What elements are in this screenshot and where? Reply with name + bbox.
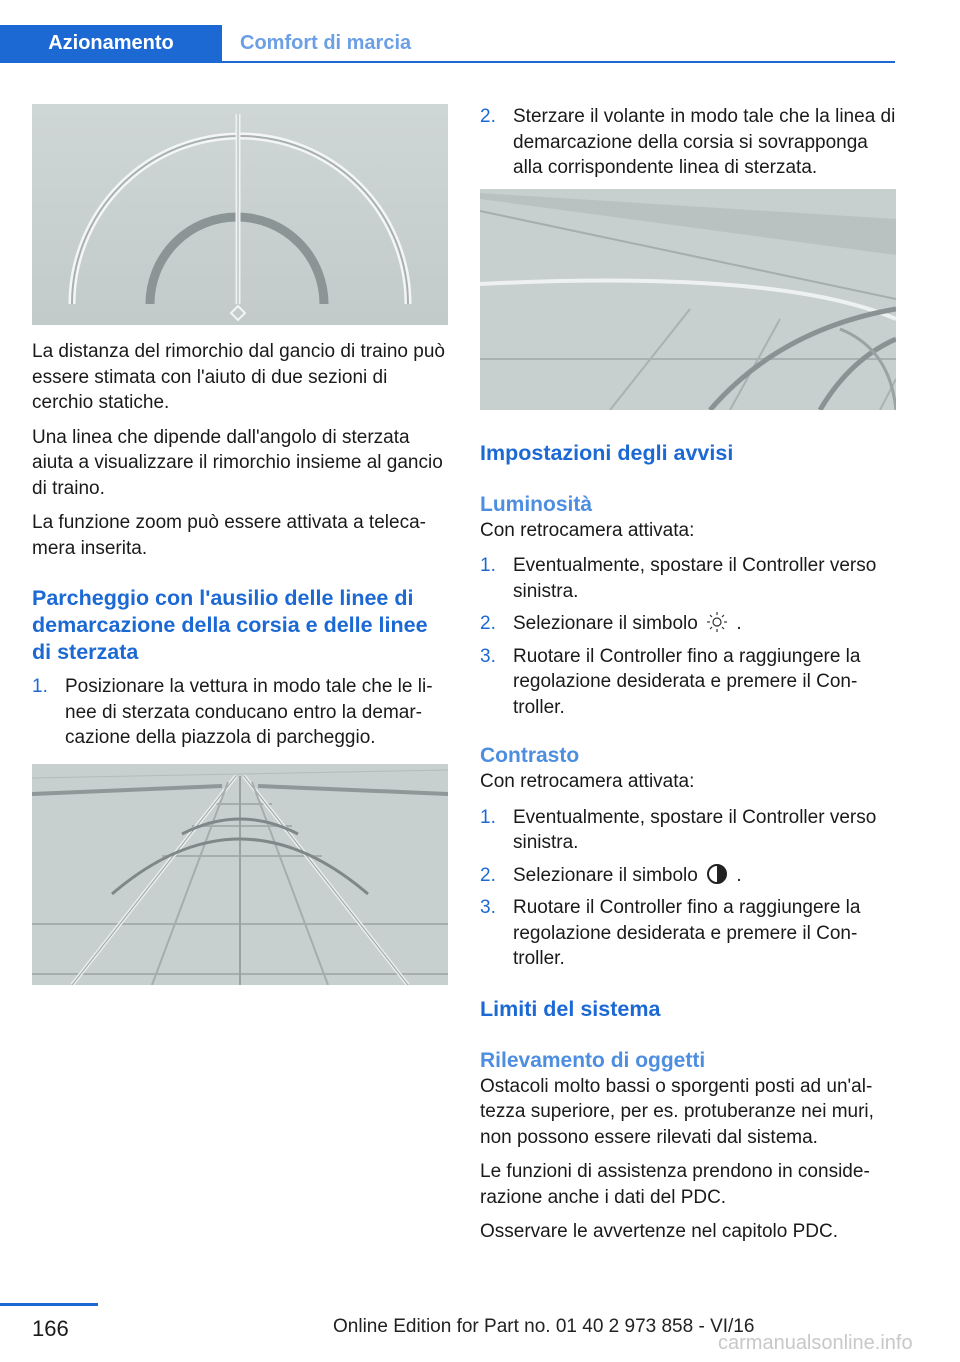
step-text: Eventualmente, spostare il Controller verso sinistra. [513,806,877,853]
step-text: Selezionare il simbolo [513,864,698,886]
paragraph: Ostacoli molto bassi o sporgenti posti ad un'altezza superiore, per es. protuberanze nei muri, non possono essere rilevati dal sistema. [480,1075,874,1148]
subsection-tab: Comfort di marcia [240,32,412,54]
list-item [480,104,896,181]
edition-note: Online Edition for Part no. 01 40 2 973 858 - VI/16 [333,1316,755,1337]
list-item [480,895,896,972]
paragraph: Con retrocamera attivata: [480,519,695,541]
step-text: Ruotare il Controller fino a raggiungere la regolazione desiderata e premere il Controller. [513,645,861,718]
step-text-end: . [736,864,742,886]
header-rule [0,61,895,63]
step-number: 1. [480,555,496,576]
lane-alignment-figure [480,189,896,410]
step-number: 2. [480,613,496,634]
paragraph: La funzione zoom può essere attivata a telecamera inserita. [32,512,426,559]
footer-rule [0,1303,98,1306]
contrast-icon [703,863,731,885]
right-column [480,104,896,1245]
paragraph: Osservare le avvertenze nel capitolo PDC. [480,1221,838,1242]
step-text: Selezionare il simbolo [513,613,698,634]
step-text: Posizionare la vettura in modo tale che le linee di sterzata conducano entro la demarcazione della piazzola di parcheggio. [65,676,433,748]
step-number: 3. [480,897,496,918]
list-item [480,805,896,856]
step-number: 2. [480,864,496,886]
brightness-icon [703,611,731,633]
step-number: 1. [32,676,48,697]
step-number: 1. [480,806,496,828]
step-text: Sterzare il volante in modo tale che la linea di demarcazione della corsia si sovrapponga alla corrispondente linea di sterzata. [513,106,896,178]
subsection-heading: Rilevamento di oggetti [480,1048,706,1072]
list-item [480,553,896,604]
watermark: carmanualsonline.info [718,1332,913,1354]
left-column [32,104,448,985]
section-heading: Limiti del sistema [480,996,661,1021]
section-heading: Parcheggio con l'ausilio delle linee di demarcazione della corsia e delle linee di sterzata [32,586,428,664]
parking-lines-figure [32,764,448,985]
paragraph: Una linea che dipende dall'angolo di sterzata aiuta a visualizzare il rimorchio insieme al gancio di traino. [32,426,443,499]
section-heading: Impostazioni degli avvisi [480,440,734,465]
paragraph: Con retrocamera attivata: [480,771,695,792]
trailer-hitch-figure [32,104,448,325]
step-text-end: . [736,613,742,634]
step-text: Ruotare il Controller fino a raggiungere la regolazione desiderata e premere il Controller. [513,897,861,969]
list-item [32,674,448,751]
page-number: 166 [32,1316,69,1341]
list-item [480,644,896,721]
list-item [480,863,896,889]
paragraph: Le funzioni di assistenza prendono in considerazione anche i dati del PDC. [480,1161,870,1208]
step-number: 2. [480,106,496,127]
subsection-heading: Contrasto [480,744,580,767]
step-text: Eventualmente, spostare il Controller verso sinistra. [513,555,877,602]
list-item [480,611,896,637]
subsection-heading: Luminosità [480,492,593,516]
page-header [0,25,895,63]
paragraph: La distanza del rimorchio dal gancio di traino può essere stimata con l'aiuto di due sezioni di cerchio statiche. [32,341,445,413]
step-number: 3. [480,645,496,667]
section-tab: Azionamento [0,25,222,61]
